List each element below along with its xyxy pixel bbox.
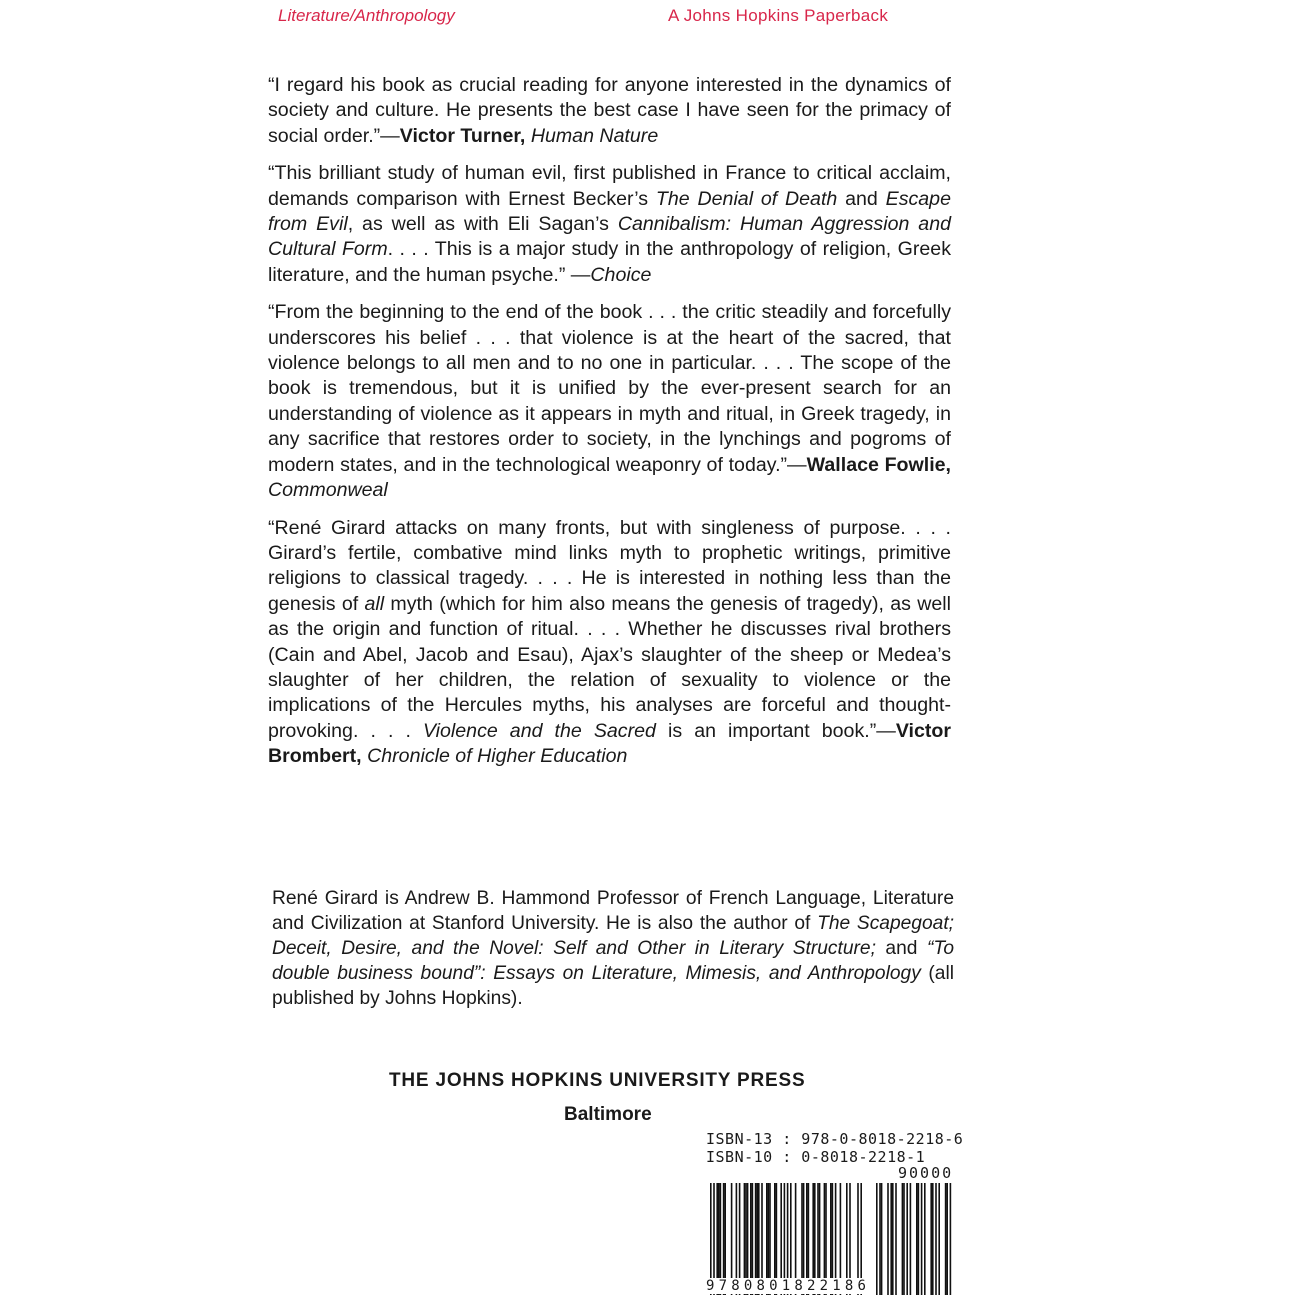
reviewer-name: Victor Turner,	[399, 124, 526, 147]
barcode-bar	[918, 1183, 920, 1295]
barcode-digit: 0	[769, 1278, 778, 1294]
barcode-bar	[916, 1183, 918, 1295]
barcode-bar	[906, 1183, 908, 1295]
reviewer-name: Victor Brombert,	[268, 719, 952, 768]
text-run: , as well as with Eli Sagan’s	[347, 213, 618, 236]
barcode-bar	[935, 1183, 937, 1295]
barcode-digit: 8	[731, 1278, 740, 1294]
barcode-addon-digits: 90000	[898, 1164, 954, 1182]
barcode-addon	[876, 1183, 956, 1295]
barcode-bar	[890, 1183, 892, 1295]
italic-text: Cannibalism: Human Aggression and Cultural Form	[268, 213, 951, 261]
review-quote	[268, 161, 951, 288]
italic-text: Chronicle of Higher Education	[367, 745, 628, 768]
barcode-bar	[910, 1183, 912, 1295]
text-run: “This brilliant study of human evil, first published in France to critical acclaim, demands comparison with Ernest Becker’s	[268, 162, 951, 210]
reviewer-name: Wallace Fowlie,	[806, 453, 951, 476]
italic-text: The Scapegoat; Deceit, Desire, and the Novel: Self and Other in Literary Structure;	[272, 913, 954, 959]
text-run: and	[875, 938, 927, 959]
barcode-digit: 2	[807, 1278, 816, 1294]
italic-text: The Denial of Death	[655, 187, 838, 210]
barcode-digit: 8	[756, 1278, 765, 1294]
barcode-bar	[903, 1183, 905, 1295]
text-run: “From the beginning to the end of the book . . . the critic steadily and forcefully underscores his belief . . . that violence is at the heart of the sacred, that violence belongs to all men and to no one in particular. . . . The scope of the book is tremendous, but it is unified by the ever-present search for an understanding of violence as it appears in myth and ritual, in Greek tragedy, in any sacrifice that restores order to society, in the lynchings and pogroms of modern states, and in the technological weaponry of today.”—	[268, 301, 951, 476]
review-quote	[268, 516, 951, 770]
barcode-digit: 7	[718, 1278, 728, 1294]
barcode-bar	[879, 1183, 881, 1295]
category-label: Literature/Anthropology	[278, 6, 455, 25]
text-run: “I regard his book as crucial reading for anyone interested in the dynamics of society and culture. He presents the best case I have seen for the primacy of social order.”—	[268, 74, 951, 147]
review-quote	[268, 300, 951, 503]
italic-text: Human Nature	[530, 124, 659, 147]
author-bio	[272, 886, 954, 1011]
publisher-name: THE JOHNS HOPKINS UNIVERSITY PRESS	[389, 1070, 806, 1091]
barcode-digit: 6	[857, 1278, 866, 1294]
publisher-city: Baltimore	[564, 1104, 652, 1125]
barcode-digits	[706, 1278, 866, 1294]
barcode-bar	[950, 1183, 952, 1295]
barcode-bar	[876, 1183, 878, 1295]
barcode-bar	[945, 1183, 947, 1295]
italic-text: Commonweal	[268, 479, 388, 502]
text-run: (all published by Johns Hopkins).	[272, 963, 954, 1009]
italic-text: all	[364, 592, 385, 615]
text-run: is an important book.”—	[655, 719, 896, 742]
barcode-bar	[924, 1183, 926, 1295]
barcode-bar	[902, 1183, 904, 1295]
barcode-bar	[946, 1183, 948, 1295]
text-run: myth (which for him also means the genesis of tragedy), as well as the origin and function of ritual. . . . Whether he discusses rival brothers (Cain and Abel, Jacob and Esau), Ajax’s slaughter of the sheep or Medea’s slaughter of her children, the relation of sexuality to violence or the implications of the Hercules myths, his analyses are forceful and thought-provoking. . . .	[268, 592, 951, 742]
barcode-bar	[921, 1183, 923, 1295]
barcode-digit: 2	[819, 1278, 829, 1294]
italic-text: Escape from Evil	[268, 187, 951, 236]
barcode-bar	[938, 1183, 940, 1295]
text-run: “René Girard attacks on many fronts, but with singleness of purpose. . . . Girard’s fertile, combative mind links myth to prophetic writings, primitive religions to classical tragedy. . . . He is interested in nothing less than the genesis of	[268, 516, 951, 615]
review-quotes	[268, 73, 951, 782]
review-quote	[268, 73, 951, 149]
barcode-digit: 1	[832, 1278, 841, 1294]
barcode-bar	[930, 1183, 932, 1295]
italic-text: Violence and the Sacred	[422, 719, 656, 742]
italic-text: Choice	[590, 263, 652, 286]
barcode-bar	[892, 1183, 894, 1295]
barcode-bar	[895, 1183, 897, 1295]
barcode-digit: 8	[844, 1278, 854, 1294]
barcode-bar	[881, 1183, 883, 1295]
isbn-10: ISBN-10 : 0-8018-2218-1	[706, 1148, 926, 1166]
italic-text: “To double business bound”: Essays on Literature, Mimesis, and Anthropology	[272, 938, 954, 984]
barcode-digit: 9	[706, 1278, 715, 1294]
barcode-bar	[932, 1183, 934, 1295]
barcode-bar	[887, 1183, 889, 1295]
barcode-digit: 0	[743, 1278, 753, 1294]
series-label: A Johns Hopkins Paperback	[668, 6, 889, 25]
text-run: René Girard is Andrew B. Hammond Professor of French Language, Literature and Civilization at Stanford University. He is also the author of	[272, 888, 954, 934]
barcode-digit: 1	[781, 1278, 791, 1294]
barcode-digit: 8	[794, 1278, 803, 1294]
text-run: and	[837, 187, 886, 210]
text-run: . . . . This is a major study in the anthropology of religion, Greek literature, and the human psyche.” —	[268, 238, 951, 286]
isbn-13: ISBN-13 : 978-0-8018-2218-6	[706, 1130, 964, 1148]
